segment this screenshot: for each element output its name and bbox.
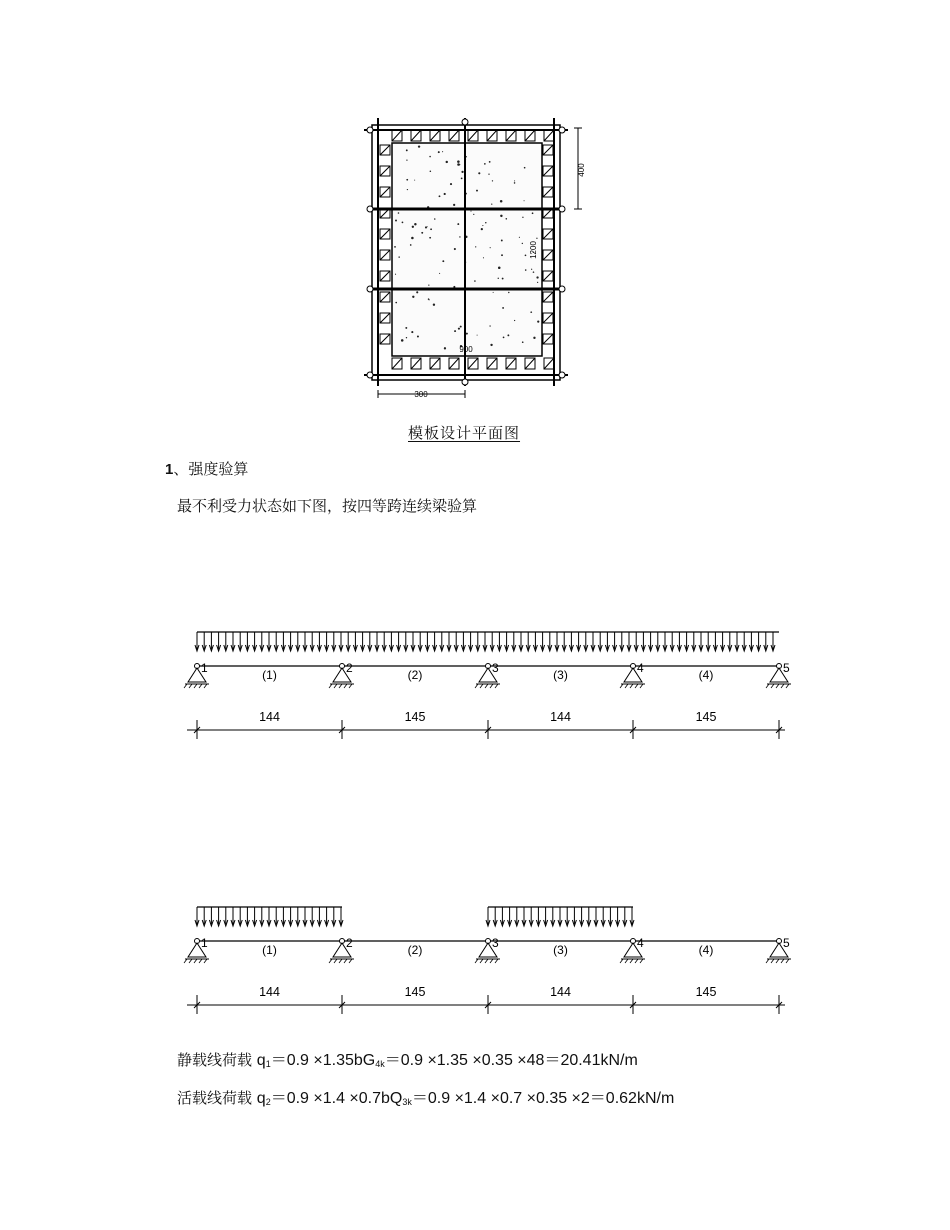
section-heading (165, 458, 248, 479)
support-label: 5 (783, 936, 790, 950)
support-label: 1 (201, 661, 208, 675)
support-2 (329, 661, 354, 688)
span-label: (4) (698, 668, 714, 682)
support-1 (184, 661, 209, 688)
span-label: (2) (407, 943, 423, 957)
span-length-label: 144 (259, 710, 280, 724)
support-3 (475, 661, 500, 688)
support-label: 4 (637, 936, 644, 950)
span-label: (3) (553, 943, 568, 957)
span-length-label: 145 (695, 985, 717, 999)
support-1 (184, 936, 209, 963)
heading-number: 1 (165, 461, 174, 478)
span-length-label: 145 (404, 985, 426, 999)
static-load-formula: 静载线荷载 $q_1=0.9 \times 1.35bG_{4k}=0.9 \times 1.35 \times 0.35 \times 48=20.41kN/m$ (177, 1051, 638, 1069)
support-5 (766, 661, 791, 688)
dim-bottom-center-label: 900 (459, 345, 473, 354)
support-label: 2 (346, 936, 353, 950)
support-label: 4 (637, 661, 644, 675)
dim-bottom-left-label: 300 (414, 390, 428, 399)
span-label: (4) (698, 943, 714, 957)
heading-text: 、强度验算 (173, 460, 249, 478)
support-2 (329, 936, 354, 963)
beam-diagram-full-load (180, 620, 800, 750)
support-4 (620, 661, 645, 688)
beam-diagram-alternate-load (180, 895, 800, 1025)
section-paragraph: 最不利受力状态如下图，按四等跨连续梁验算 (177, 497, 478, 515)
formwork-plan-drawing (355, 112, 595, 402)
live-load-formula: 活载线荷载 $q_2=0.9 \times 1.4 \times 0.7bQ_{3k}=0.9 \times 1.4 \times 0.7 \times 0.35 \times 2=0.62kN/m$ (177, 1089, 675, 1107)
support-5 (766, 936, 791, 963)
support-label: 5 (783, 661, 790, 675)
span-length-label: 145 (695, 710, 717, 724)
support-label: 3 (492, 661, 499, 675)
span-length-label: 144 (550, 710, 571, 724)
span-label: (1) (262, 943, 277, 957)
figure-caption: 模板设计平面图 (408, 424, 521, 442)
span-label: (3) (553, 668, 568, 682)
support-label: 2 (346, 661, 353, 675)
dim-right-label: 1200 (529, 241, 538, 259)
support-4 (620, 936, 645, 963)
span-label: (1) (262, 668, 277, 682)
dim-top-right-label: 400 (577, 163, 586, 177)
support-3 (475, 936, 500, 963)
span-length-label: 144 (259, 985, 280, 999)
span-label: (2) (407, 668, 423, 682)
support-label: 3 (492, 936, 499, 950)
span-length-label: 144 (550, 985, 571, 999)
span-length-label: 145 (404, 710, 426, 724)
support-label: 1 (201, 936, 208, 950)
